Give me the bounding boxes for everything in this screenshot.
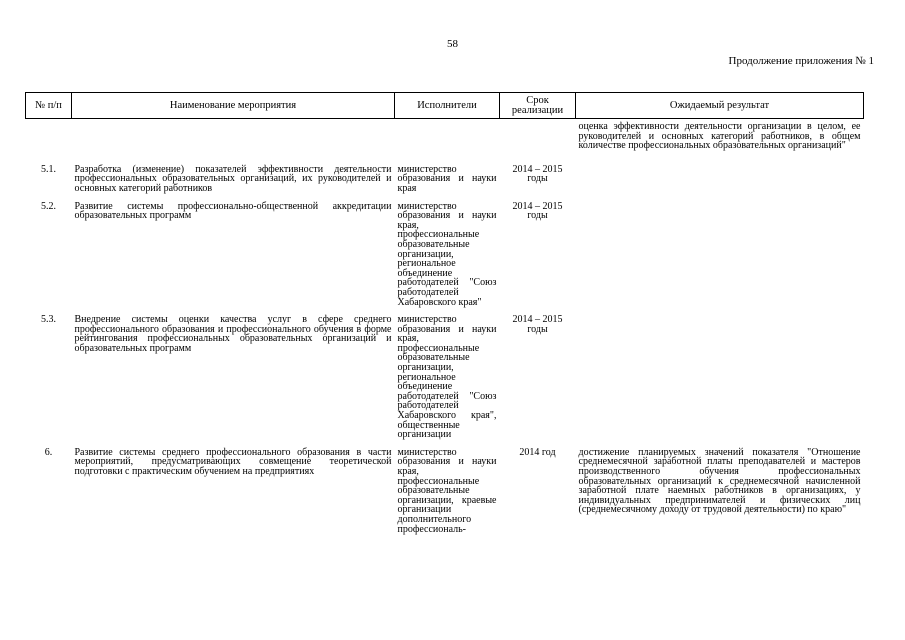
cell-num: [26, 119, 72, 165]
cell-term: 2014 – 2015 годы: [512, 163, 563, 185]
table-row: [26, 202, 864, 316]
table-row: [26, 315, 864, 448]
cell-result: оценка эффективности деятельности организации в целом, ее руководителей и основных категорий работников, в общем количестве профессиональных образовательных организаций": [578, 121, 861, 152]
cell-executors: министерство образования и науки края: [397, 163, 497, 194]
cell-result: достижение планируемых значений показателя "Отношение среднемесячной заработной платы преподавателей и мастеров производственного обучения профессиональных образовательных организаций к среднемесячной начисленной заработной плате наемных работников в организациях, у индивидуальных предпринимателей и физических лиц (среднемесячному доходу от трудовой деятельности) по краю": [578, 446, 861, 516]
header-number: № п/п: [26, 93, 72, 119]
header-expected-result: Ожидаемый результат: [576, 93, 864, 119]
table-row: [26, 165, 864, 202]
header-executors: Исполнители: [395, 93, 500, 119]
cell-name: Развитие системы профессионально-общественной аккредитации образовательных программ: [74, 200, 392, 222]
table-row: [26, 448, 864, 542]
cell-term: 2014 – 2015 годы: [512, 200, 563, 222]
table-row: [26, 119, 864, 165]
cell-executors: [395, 119, 500, 165]
cell-term: 2014 – 2015 годы: [512, 314, 563, 335]
cell-name: Внедрение системы оценки качества услуг в сфере среднего профессионального образования и профессионального обучения в форме рейтингования профессиональных образовательных организаций и образовательных программ: [74, 314, 392, 354]
cell-term: 2014 год: [519, 446, 556, 458]
cell-num: 6.: [44, 446, 53, 458]
cell-result: [576, 165, 864, 202]
continuation-label: Продолжение приложения № 1: [728, 55, 874, 67]
cell-name: Разработка (изменение) показателей эффективности деятельности профессиональных образовательных организаций, их руководителей и основных категорий работников: [74, 163, 392, 194]
cell-name: Развитие системы среднего профессионального образования в части мероприятий, предусматривающих совмещение теоретической подготовки с практическим обучением на предприятиях: [74, 446, 392, 477]
cell-name: [72, 119, 395, 165]
header-term: Срок реализации: [500, 93, 576, 119]
cell-executors: министерство образования и науки края, профессиональные образовательные организации, региональное объединение работодателей "Союз работодателей Хабаровского края", общественные организации: [397, 314, 497, 441]
cell-num: 5.3.: [41, 314, 56, 326]
cell-num: 5.2.: [41, 200, 56, 212]
table-header-row: [26, 93, 864, 119]
measures-table: [25, 92, 864, 542]
cell-num: 5.1.: [41, 163, 56, 175]
cell-term: [500, 119, 576, 165]
page-number: 58: [447, 38, 458, 50]
cell-executors: министерство образования и науки края, профессиональные образовательные организации, региональное объединение работодателей "Союз работодателей Хабаровского края": [397, 200, 497, 308]
cell-executors: министерство образования и науки края, профессиональные образовательные организации, краевые организации дополнительного профессиональ-: [397, 446, 497, 535]
cell-result: [576, 202, 864, 316]
cell-result: [576, 315, 864, 448]
header-measure-name: Наименование мероприятия: [72, 93, 395, 119]
